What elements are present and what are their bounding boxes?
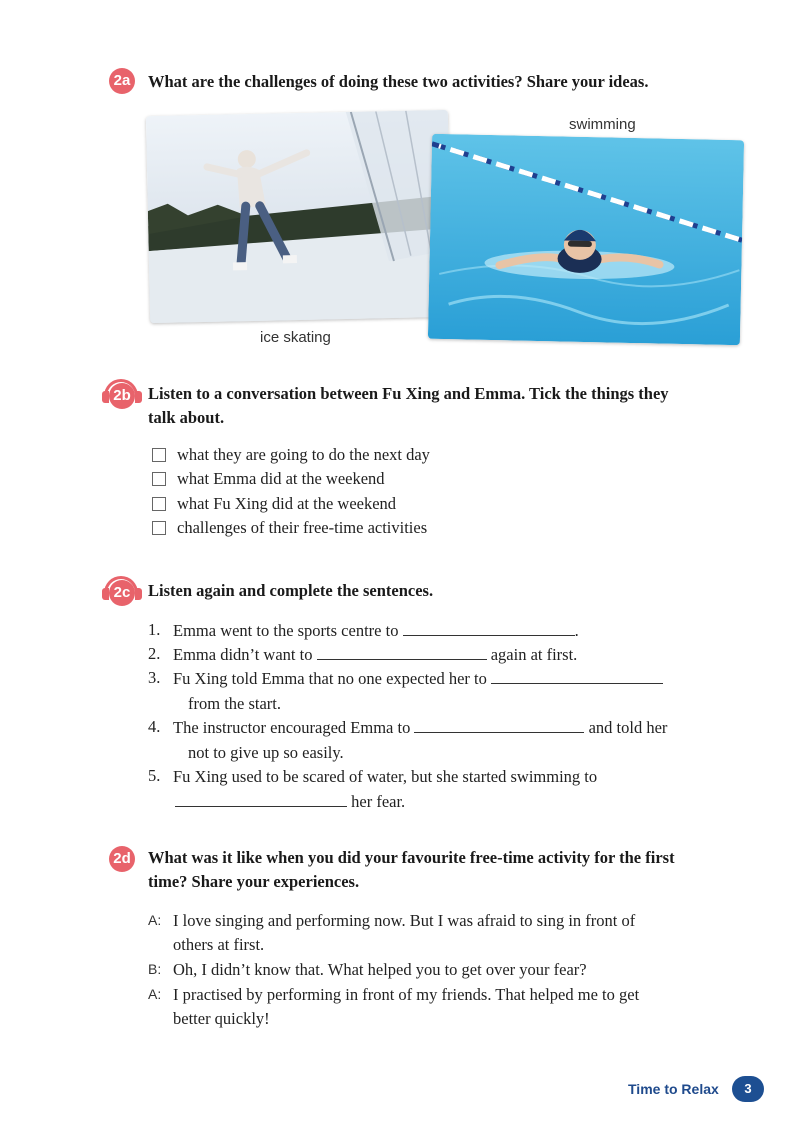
instruction-2d-line2: time? Share your experiences. (148, 872, 360, 891)
section-badge-2c (109, 580, 135, 606)
section-badge-2b (109, 383, 135, 409)
speaker-label: B: (148, 961, 162, 977)
sentence-3 (173, 667, 663, 691)
instruction-2b-line2: talk about. (148, 408, 225, 427)
item-number-5: 5. (148, 766, 161, 785)
option-label-3: what Fu Xing did at the weekend (177, 494, 397, 513)
option-label-1: what they are going to do the next day (177, 445, 430, 464)
sentence-1-before: Emma went to the sports centre to (173, 621, 399, 640)
sentence-2-after: again at first. (490, 645, 578, 664)
instruction-2d-line1: What was it like when you did your favourite free-time activity for the first (148, 848, 675, 867)
sentence-5-line2 (175, 790, 405, 814)
sentence-4-line2: not to give up so easily. (188, 743, 344, 762)
badge-2b-label: 2b (113, 387, 131, 404)
sentence-3-before: Fu Xing told Emma that no one expected her to (173, 669, 487, 688)
dialogue-line-cont: others at first. (173, 935, 265, 954)
answer-blank-2[interactable] (317, 643, 487, 660)
speaker-label: A: (148, 986, 162, 1002)
ice-skating-photo (146, 110, 452, 323)
checkbox-option-3[interactable] (152, 497, 166, 511)
dialogue-line: I practised by performing in front of my friends. That helped me to get (173, 985, 640, 1004)
badge-2c-label: 2c (113, 584, 131, 601)
caption-ice-skating: ice skating (260, 329, 331, 346)
sentence-4-before: The instructor encouraged Emma to (173, 718, 411, 737)
sentence-2-before: Emma didn’t want to (173, 645, 313, 664)
sentence-2 (173, 643, 577, 667)
page-number: 3 (732, 1076, 764, 1102)
unit-title: Time to Relax (628, 1081, 719, 1097)
caption-swimming: swimming (569, 116, 636, 133)
section-badge-2d: 2d (109, 846, 135, 872)
instruction-2b-line1: Listen to a conversation between Fu Xing and Emma. Tick the things they (148, 384, 669, 403)
item-number-3: 3. (148, 668, 161, 687)
swimming-photo (428, 134, 744, 345)
sentence-4 (173, 716, 667, 740)
instruction-2c: Listen again and complete the sentences. (148, 581, 434, 600)
sentence-1-after: . (574, 621, 579, 640)
option-label-2: what Emma did at the weekend (177, 469, 385, 488)
dialogue-line: I love singing and performing now. But I was afraid to sing in front of (173, 911, 636, 930)
speaker-label: A: (148, 912, 162, 928)
answer-blank-3[interactable] (491, 667, 663, 684)
item-number-2: 2. (148, 644, 161, 663)
sentence-1 (173, 619, 579, 643)
instruction-2a: What are the challenges of doing these two activities? Share your ideas. (148, 72, 649, 91)
checkbox-option-4[interactable] (152, 521, 166, 535)
checkbox-option-2[interactable] (152, 472, 166, 486)
sentence-4-after: and told her (588, 718, 668, 737)
answer-blank-1[interactable] (403, 619, 575, 636)
dialogue-line-cont: better quickly! (173, 1009, 270, 1028)
checkbox-option-1[interactable] (152, 448, 166, 462)
sentence-5: Fu Xing used to be scared of water, but she started swimming to (173, 767, 598, 786)
answer-blank-4[interactable] (414, 716, 584, 733)
item-number-4: 4. (148, 717, 161, 736)
answer-blank-5[interactable] (175, 790, 347, 807)
sentence-5-after: her fear. (351, 792, 406, 811)
item-number-1: 1. (148, 620, 161, 639)
section-badge-2a: 2a (109, 68, 135, 94)
sentence-3-line2: from the start. (188, 694, 282, 713)
option-label-4: challenges of their free-time activities (177, 518, 428, 537)
dialogue-line: Oh, I didn’t know that. What helped you to get over your fear? (173, 960, 587, 979)
